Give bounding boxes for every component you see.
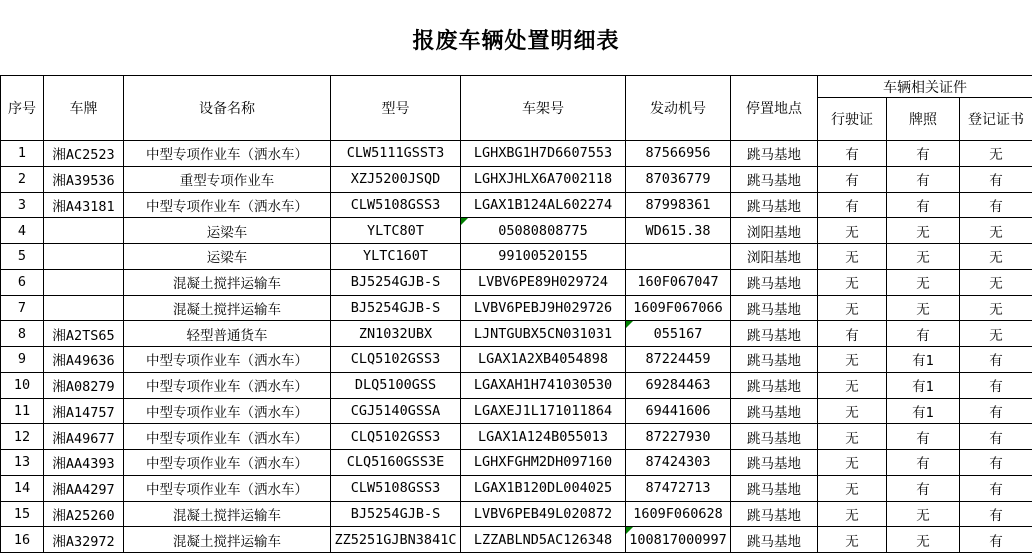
seq-cell: 5	[1, 244, 44, 270]
registration-cert-cell: 有	[960, 166, 1032, 192]
registration-cert-cell: 有	[960, 527, 1032, 553]
model-cell: ZN1032UBX	[331, 321, 461, 347]
col-header-certs-group: 车辆相关证件	[818, 76, 1032, 98]
plate-cell: 湘A43181	[44, 192, 124, 218]
table-row	[1, 244, 1032, 270]
plate-license-cell: 有	[887, 192, 960, 218]
plate-cell: 湘A25260	[44, 501, 124, 527]
engine-number-cell: 87224459	[626, 347, 731, 373]
col-header-driving-license: 行驶证	[818, 98, 887, 141]
plate-license-cell: 无	[887, 244, 960, 270]
registration-cert-cell: 无	[960, 244, 1032, 270]
location-cell: 跳马基地	[731, 269, 818, 295]
plate-cell: 湘AA4393	[44, 450, 124, 476]
registration-cert-cell: 有	[960, 372, 1032, 398]
location-cell: 跳马基地	[731, 398, 818, 424]
model-cell: DLQ5100GSS	[331, 372, 461, 398]
registration-cert-cell: 有	[960, 501, 1032, 527]
col-header-engine-number: 发动机号	[626, 76, 731, 141]
table-row	[1, 450, 1032, 476]
location-cell: 跳马基地	[731, 424, 818, 450]
equipment-name-cell: 混凝土搅拌运输车	[124, 527, 331, 553]
plate-license-cell: 有	[887, 321, 960, 347]
frame-number-cell: LGHXJHLX6A7002118	[461, 166, 626, 192]
plate-cell: 湘AA4297	[44, 475, 124, 501]
plate-cell: 湘A14757	[44, 398, 124, 424]
location-cell: 跳马基地	[731, 527, 818, 553]
table-header	[1, 76, 1032, 141]
header-row-group	[1, 76, 1032, 98]
frame-number-cell: LGAX1A124B055013	[461, 424, 626, 450]
model-cell: CLQ5160GSS3E	[331, 450, 461, 476]
seq-cell: 16	[1, 527, 44, 553]
col-header-model: 型号	[331, 76, 461, 141]
equipment-name-cell: 中型专项作业车（洒水车）	[124, 141, 331, 167]
engine-number-cell: 87566956	[626, 141, 731, 167]
plate-license-cell: 有1	[887, 398, 960, 424]
driving-license-cell: 有	[818, 192, 887, 218]
engine-number-cell: 87998361	[626, 192, 731, 218]
registration-cert-cell: 有	[960, 347, 1032, 373]
seq-cell: 15	[1, 501, 44, 527]
col-header-location: 停置地点	[731, 76, 818, 141]
scrapped-vehicle-table	[0, 75, 1032, 553]
engine-number-cell: 87036779	[626, 166, 731, 192]
seq-cell: 8	[1, 321, 44, 347]
equipment-name-cell: 混凝土搅拌运输车	[124, 269, 331, 295]
plate-license-cell: 无	[887, 527, 960, 553]
equipment-name-cell: 混凝土搅拌运输车	[124, 501, 331, 527]
plate-cell: 湘A49677	[44, 424, 124, 450]
table-row	[1, 527, 1032, 553]
page-title: 报废车辆处置明细表	[412, 28, 620, 54]
equipment-name-cell: 中型专项作业车（洒水车）	[124, 192, 331, 218]
driving-license-cell: 无	[818, 501, 887, 527]
registration-cert-cell: 有	[960, 192, 1032, 218]
plate-cell: 湘A2TS65	[44, 321, 124, 347]
frame-number-cell: LGAX1B124AL602274	[461, 192, 626, 218]
frame-number-cell: LGHXFGHM2DH097160	[461, 450, 626, 476]
col-header-plate: 车牌	[44, 76, 124, 141]
plate-license-cell: 有	[887, 475, 960, 501]
model-cell: XZJ5200JSQD	[331, 166, 461, 192]
table-row	[1, 347, 1032, 373]
table-row	[1, 295, 1032, 321]
plate-cell	[44, 295, 124, 321]
seq-cell: 12	[1, 424, 44, 450]
engine-number-cell: 1609F067066	[626, 295, 731, 321]
equipment-name-cell: 轻型普通货车	[124, 321, 331, 347]
model-cell: CGJ5140GSSA	[331, 398, 461, 424]
location-cell: 跳马基地	[731, 295, 818, 321]
driving-license-cell: 有	[818, 141, 887, 167]
model-cell: CLW5108GSS3	[331, 192, 461, 218]
equipment-name-cell: 重型专项作业车	[124, 166, 331, 192]
seq-cell: 14	[1, 475, 44, 501]
seq-cell: 1	[1, 141, 44, 167]
plate-license-cell: 有	[887, 450, 960, 476]
registration-cert-cell: 有	[960, 450, 1032, 476]
location-cell: 跳马基地	[731, 475, 818, 501]
engine-number-cell: 87227930	[626, 424, 731, 450]
registration-cert-cell: 有	[960, 424, 1032, 450]
driving-license-cell: 无	[818, 244, 887, 270]
engine-number-cell: 87472713	[626, 475, 731, 501]
frame-number-cell: LGAXAH1H741030530	[461, 372, 626, 398]
location-cell: 跳马基地	[731, 166, 818, 192]
model-cell: CLQ5102GSS3	[331, 347, 461, 373]
table-row	[1, 192, 1032, 218]
model-cell: CLW5111GSST3	[331, 141, 461, 167]
plate-cell: 湘A08279	[44, 372, 124, 398]
engine-number-cell: 055167	[626, 321, 731, 347]
engine-number-cell: 100817000997	[626, 527, 731, 553]
plate-license-cell: 有	[887, 424, 960, 450]
plate-cell: 湘A49636	[44, 347, 124, 373]
engine-number-cell: WD615.38	[626, 218, 731, 244]
plate-cell: 湘A39536	[44, 166, 124, 192]
frame-number-cell: LZZABLND5AC126348	[461, 527, 626, 553]
driving-license-cell: 有	[818, 321, 887, 347]
equipment-name-cell: 运梁车	[124, 244, 331, 270]
table-row	[1, 398, 1032, 424]
driving-license-cell: 无	[818, 347, 887, 373]
plate-license-cell: 有1	[887, 347, 960, 373]
equipment-name-cell: 中型专项作业车（洒水车）	[124, 398, 331, 424]
plate-license-cell: 有1	[887, 372, 960, 398]
frame-number-cell: 05080808775	[461, 218, 626, 244]
table-row	[1, 269, 1032, 295]
engine-number-cell: 87424303	[626, 450, 731, 476]
seq-cell: 4	[1, 218, 44, 244]
registration-cert-cell: 有	[960, 475, 1032, 501]
table-row	[1, 475, 1032, 501]
seq-cell: 3	[1, 192, 44, 218]
table-row	[1, 166, 1032, 192]
seq-cell: 2	[1, 166, 44, 192]
location-cell: 跳马基地	[731, 372, 818, 398]
location-cell: 跳马基地	[731, 347, 818, 373]
location-cell: 跳马基地	[731, 501, 818, 527]
model-cell: ZZ5251GJBN3841C	[331, 527, 461, 553]
equipment-name-cell: 中型专项作业车（洒水车）	[124, 450, 331, 476]
frame-number-cell: LVBV6PE89H029724	[461, 269, 626, 295]
number-as-text-indicator-triangle	[461, 218, 468, 225]
driving-license-cell: 有	[818, 166, 887, 192]
registration-cert-cell: 有	[960, 398, 1032, 424]
plate-license-cell: 有	[887, 166, 960, 192]
location-cell: 跳马基地	[731, 192, 818, 218]
number-as-text-indicator-triangle	[626, 321, 633, 328]
driving-license-cell: 无	[818, 424, 887, 450]
equipment-name-cell: 中型专项作业车（洒水车）	[124, 372, 331, 398]
table-row	[1, 501, 1032, 527]
seq-cell: 7	[1, 295, 44, 321]
seq-cell: 13	[1, 450, 44, 476]
table-row	[1, 141, 1032, 167]
seq-cell: 6	[1, 269, 44, 295]
frame-number-cell: LVBV6PEBJ9H029726	[461, 295, 626, 321]
frame-number-cell: LGAX1A2XB4054898	[461, 347, 626, 373]
driving-license-cell: 无	[818, 269, 887, 295]
table-row	[1, 424, 1032, 450]
equipment-name-cell: 混凝土搅拌运输车	[124, 295, 331, 321]
equipment-name-cell: 中型专项作业车（洒水车）	[124, 347, 331, 373]
model-cell: CLQ5102GSS3	[331, 424, 461, 450]
col-header-frame-number: 车架号	[461, 76, 626, 141]
seq-cell: 10	[1, 372, 44, 398]
plate-cell	[44, 269, 124, 295]
driving-license-cell: 无	[818, 398, 887, 424]
engine-number-cell: 1609F060628	[626, 501, 731, 527]
engine-number-cell: 160F067047	[626, 269, 731, 295]
engine-number-cell: 69441606	[626, 398, 731, 424]
equipment-name-cell: 中型专项作业车（洒水车）	[124, 475, 331, 501]
table-row	[1, 372, 1032, 398]
driving-license-cell: 无	[818, 295, 887, 321]
engine-number-cell: 69284463	[626, 372, 731, 398]
model-cell: BJ5254GJB-S	[331, 269, 461, 295]
location-cell: 跳马基地	[731, 450, 818, 476]
driving-license-cell: 无	[818, 372, 887, 398]
frame-number-cell: LJNTGUBX5CN031031	[461, 321, 626, 347]
registration-cert-cell: 无	[960, 141, 1032, 167]
plate-cell	[44, 244, 124, 270]
col-header-seq: 序号	[1, 76, 44, 141]
col-header-plate-license: 牌照	[887, 98, 960, 141]
location-cell: 跳马基地	[731, 141, 818, 167]
frame-number-cell: LGAX1B120DL004025	[461, 475, 626, 501]
table-row	[1, 321, 1032, 347]
location-cell: 跳马基地	[731, 321, 818, 347]
driving-license-cell: 无	[818, 450, 887, 476]
model-cell: BJ5254GJB-S	[331, 295, 461, 321]
equipment-name-cell: 运梁车	[124, 218, 331, 244]
plate-license-cell: 无	[887, 295, 960, 321]
seq-cell: 11	[1, 398, 44, 424]
equipment-name-cell: 中型专项作业车（洒水车）	[124, 424, 331, 450]
col-header-equipment-name: 设备名称	[124, 76, 331, 141]
plate-cell: 湘A32972	[44, 527, 124, 553]
registration-cert-cell: 无	[960, 269, 1032, 295]
frame-number-cell: LVBV6PEB49L020872	[461, 501, 626, 527]
frame-number-cell: LGHXBG1H7D6607553	[461, 141, 626, 167]
frame-number-cell: LGAXEJ1L171011864	[461, 398, 626, 424]
location-cell: 浏阳基地	[731, 218, 818, 244]
table-body	[1, 141, 1032, 553]
model-cell: YLTC80T	[331, 218, 461, 244]
model-cell: BJ5254GJB-S	[331, 501, 461, 527]
plate-license-cell: 无	[887, 218, 960, 244]
plate-license-cell: 有	[887, 141, 960, 167]
table-row	[1, 218, 1032, 244]
frame-number-cell: 99100520155	[461, 244, 626, 270]
plate-cell: 湘AC2523	[44, 141, 124, 167]
plate-cell	[44, 218, 124, 244]
col-header-registration-cert: 登记证书	[960, 98, 1032, 141]
driving-license-cell: 无	[818, 475, 887, 501]
plate-license-cell: 无	[887, 501, 960, 527]
driving-license-cell: 无	[818, 527, 887, 553]
model-cell: CLW5108GSS3	[331, 475, 461, 501]
number-as-text-indicator-triangle	[626, 527, 633, 534]
seq-cell: 9	[1, 347, 44, 373]
registration-cert-cell: 无	[960, 218, 1032, 244]
location-cell: 浏阳基地	[731, 244, 818, 270]
driving-license-cell: 无	[818, 218, 887, 244]
plate-license-cell: 无	[887, 269, 960, 295]
engine-number-cell	[626, 244, 731, 270]
registration-cert-cell: 无	[960, 321, 1032, 347]
registration-cert-cell: 无	[960, 295, 1032, 321]
model-cell: YLTC160T	[331, 244, 461, 270]
